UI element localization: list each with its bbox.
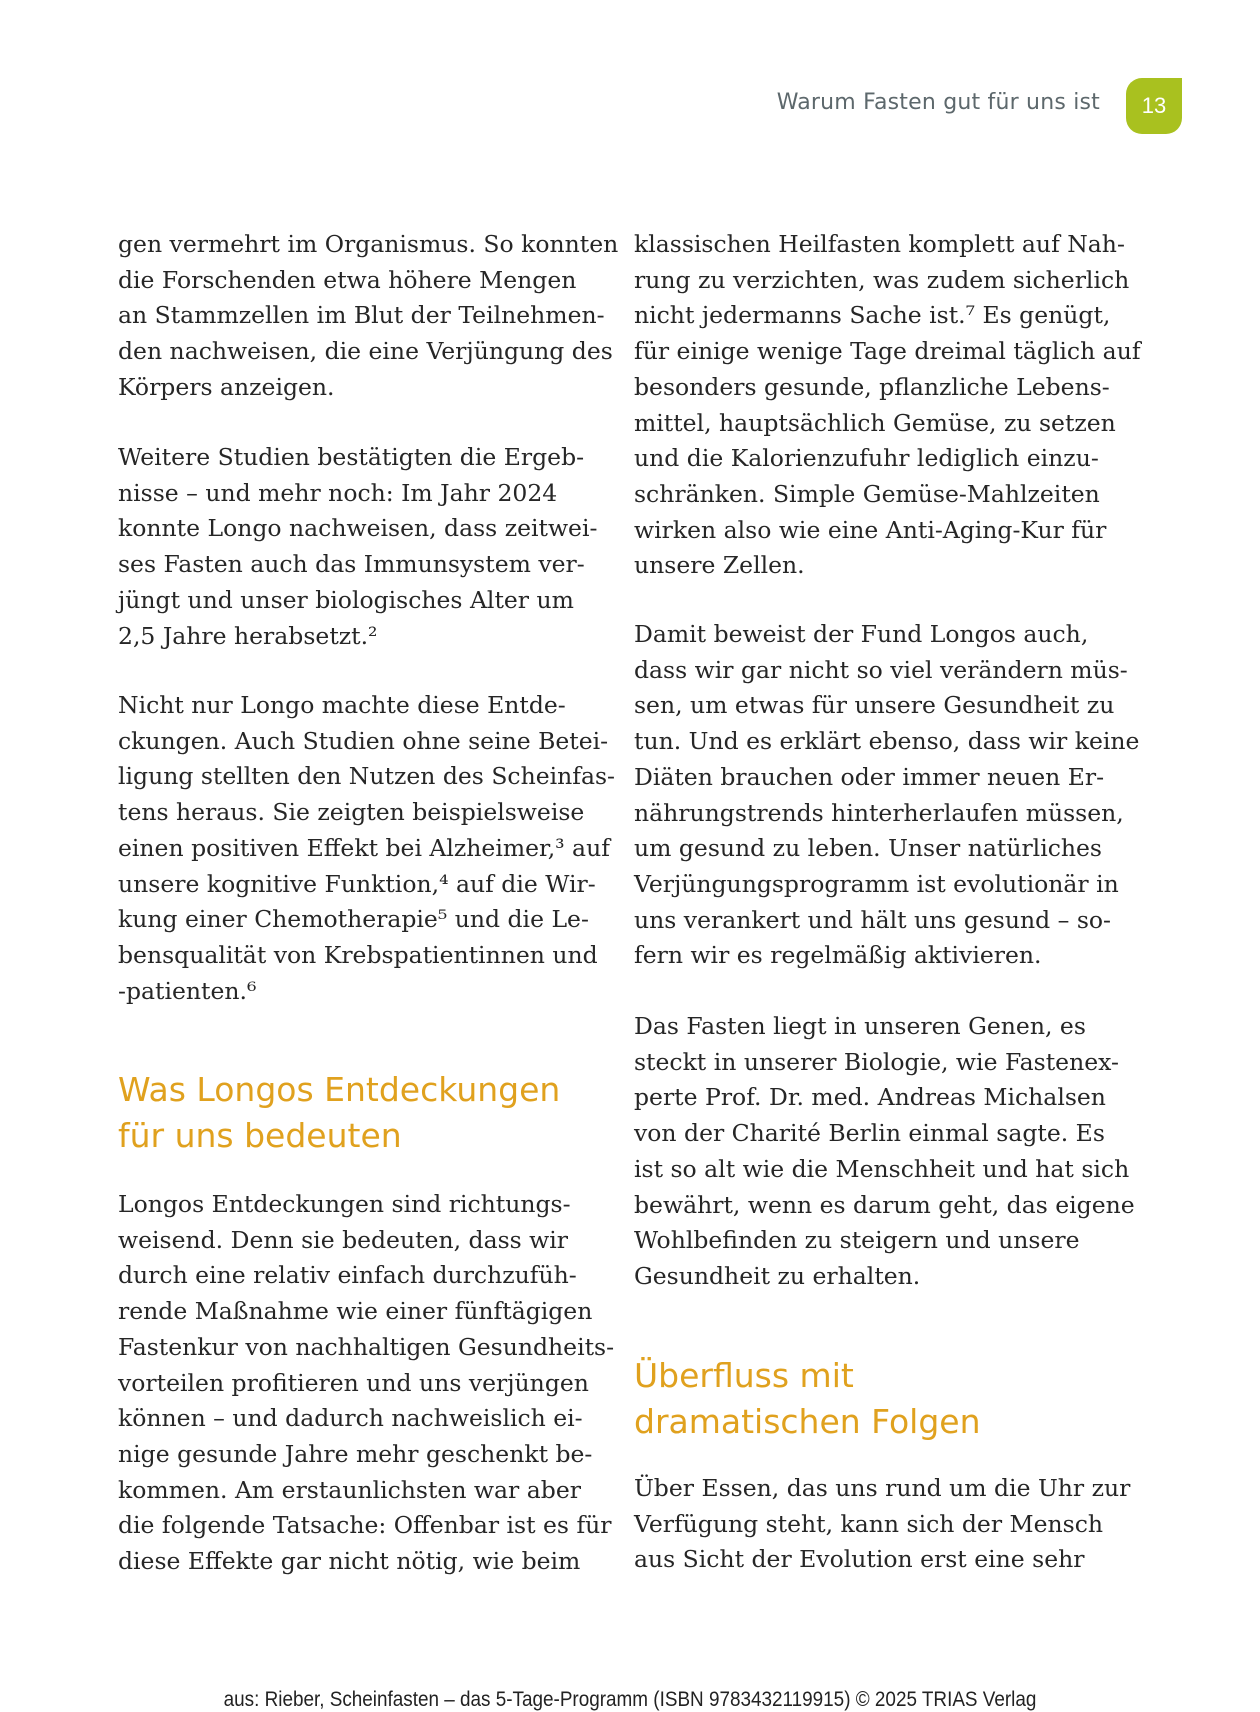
text-line: vorteilen profitieren und uns verjüngen [118,1368,589,1397]
paragraph [634,227,1141,584]
paragraph [118,227,619,406]
text-line: Verjüngungsprogramm ist evolutionär in [634,869,1119,898]
text-line: können – und dadurch nachweislich ei- [118,1404,583,1433]
text-line: dramatischen Folgen [634,1402,981,1441]
paragraph [634,1471,1131,1578]
text-line: die Forschenden etwa höhere Mengen [118,265,577,294]
text-line: mittel, hauptsächlich Gemüse, zu setzen [634,408,1116,437]
section-heading [118,1067,560,1159]
text-line: Über Essen, das uns rund um die Uhr zur [634,1474,1131,1502]
text-line: jüngt und unser biologisches Alter um [118,585,574,614]
text-line: einen positiven Effekt bei Alzheimer,³ auf [118,833,610,862]
text-line: wirken also wie eine Anti-Aging-Kur für [634,515,1107,544]
text-line: unsere Zellen. [634,551,805,580]
text-line: Wohlbefinden zu steigern und unsere [634,1226,1080,1255]
text-line: von der Charité Berlin einmal sagte. Es [634,1119,1105,1148]
text-line: fern wir es regelmäßig aktivieren. [634,941,1042,970]
text-line: Fastenkur von nachhaltigen Gesundheits- [118,1332,615,1361]
text-line: nisse – und mehr noch: Im Jahr 2024 [118,478,558,507]
text-line: Das Fasten liegt in unseren Genen, es [634,1012,1086,1040]
text-line: dass wir gar nicht so viel verändern müs- [634,655,1128,684]
text-line: kommen. Am erstaunlichsten war aber [118,1475,581,1504]
text-line: für uns bedeuten [118,1116,402,1155]
text-line: unsere kognitive Funktion,⁴ auf die Wir- [118,869,596,898]
text-line: -patienten.⁶ [118,976,257,1005]
text-line: klassischen Heilfasten komplett auf Nah- [634,230,1125,258]
text-line: bensqualität von Krebspatientinnen und [118,940,598,969]
paragraph [634,617,1140,974]
text-line: ses Fasten auch das Immunsystem ver- [118,550,585,579]
paragraph [118,688,615,1009]
text-line: den nachweisen, die eine Verjüngung des [118,337,613,366]
text-line: nicht jedermanns Sache ist.⁷ Es genügt, [634,301,1111,330]
text-line: konnte Longo nachweisen, dass zeitwei- [118,514,598,543]
text-line: ckungen. Auch Studien ohne seine Betei- [118,726,609,755]
text-line: gen vermehrt im Organismus. So konnten [118,230,619,258]
text-line: an Stammzellen im Blut der Teilnehmen- [118,301,605,330]
text-line: ist so alt wie die Menschheit und hat sich [634,1154,1130,1183]
page-number-badge: 13 [1126,78,1182,134]
paragraph [634,1009,1135,1295]
text-line: nährungstrends hinterherlaufen müssen, [634,798,1124,827]
text-line: Verfügung steht, kann sich der Mensch [634,1509,1103,1538]
text-line: kung einer Chemotherapie⁵ und die Le- [118,905,589,934]
section-heading [634,1353,981,1445]
text-line: Weitere Studien bestätigten die Ergeb- [118,443,585,471]
text-line: Nicht nur Longo machte diese Entde- [118,691,566,719]
text-line: ligung stellten den Nutzen des Scheinfas- [118,762,615,791]
text-line: Longos Entdeckungen sind richtungs- [118,1190,571,1218]
text-line: tens heraus. Sie zeigten beispielsweise [118,798,585,827]
text-line: weisend. Denn sie bedeuten, dass wir [118,1225,569,1254]
text-line: durch eine relativ einfach durchzufüh- [118,1261,577,1290]
text-line: bewährt, wenn es darum geht, das eigene [634,1190,1135,1219]
text-line: rende Maßnahme wie einer fünftägigen [118,1297,593,1326]
text-line: perte Prof. Dr. med. Andreas Michalsen [634,1083,1106,1112]
text-line: aus Sicht der Evolution erst eine sehr [634,1545,1085,1574]
text-line: schränken. Simple Gemüse-Mahlzeiten [634,479,1100,508]
text-line: nige gesunde Jahre mehr geschenkt be- [118,1439,593,1468]
text-line: diese Effekte gar nicht nötig, wie beim [118,1547,581,1576]
text-line: und die Kalorienzufuhr lediglich einzu- [634,444,1099,473]
text-line: Diäten brauchen oder immer neuen Er- [634,762,1105,791]
text-line: tun. Und es erklärt ebenso, dass wir keine [634,727,1140,756]
text-line: besonders gesunde, pflanzliche Lebens- [634,372,1110,401]
text-line: für einige wenige Tage dreimal täglich auf [634,337,1141,366]
paragraph [118,1187,615,1580]
text-line: rung zu verzichten, was zudem sicherlich [634,265,1130,294]
text-line: sen, um etwas für unsere Gesundheit zu [634,691,1115,720]
source-footer: aus: Rieber, Scheinfasten – das 5-Tage-Programm (ISBN 9783432119915) © 2025 TRIAS Verlag [223,1688,1037,1711]
text-line: 2,5 Jahre herabsetzt.² [118,621,378,650]
text-line: Körpers anzeigen. [118,372,335,401]
text-line: Überfluss mit [634,1356,854,1395]
text-line: Was Longos Entdeckungen [118,1070,561,1109]
text-line: uns verankert und hält uns gesund – so- [634,905,1111,934]
text-line: die folgende Tatsache: Offenbar ist es für [118,1511,612,1540]
text-line: um gesund zu leben. Unser natürliches [634,834,1102,863]
paragraph [118,440,598,654]
text-line: Damit beweist der Fund Longos auch, [634,620,1089,648]
running-title: Warum Fasten gut für uns ist [776,90,1100,115]
text-line: Gesundheit zu erhalten. [634,1261,921,1290]
text-line: steckt in unserer Biologie, wie Fastenex- [634,1047,1119,1076]
